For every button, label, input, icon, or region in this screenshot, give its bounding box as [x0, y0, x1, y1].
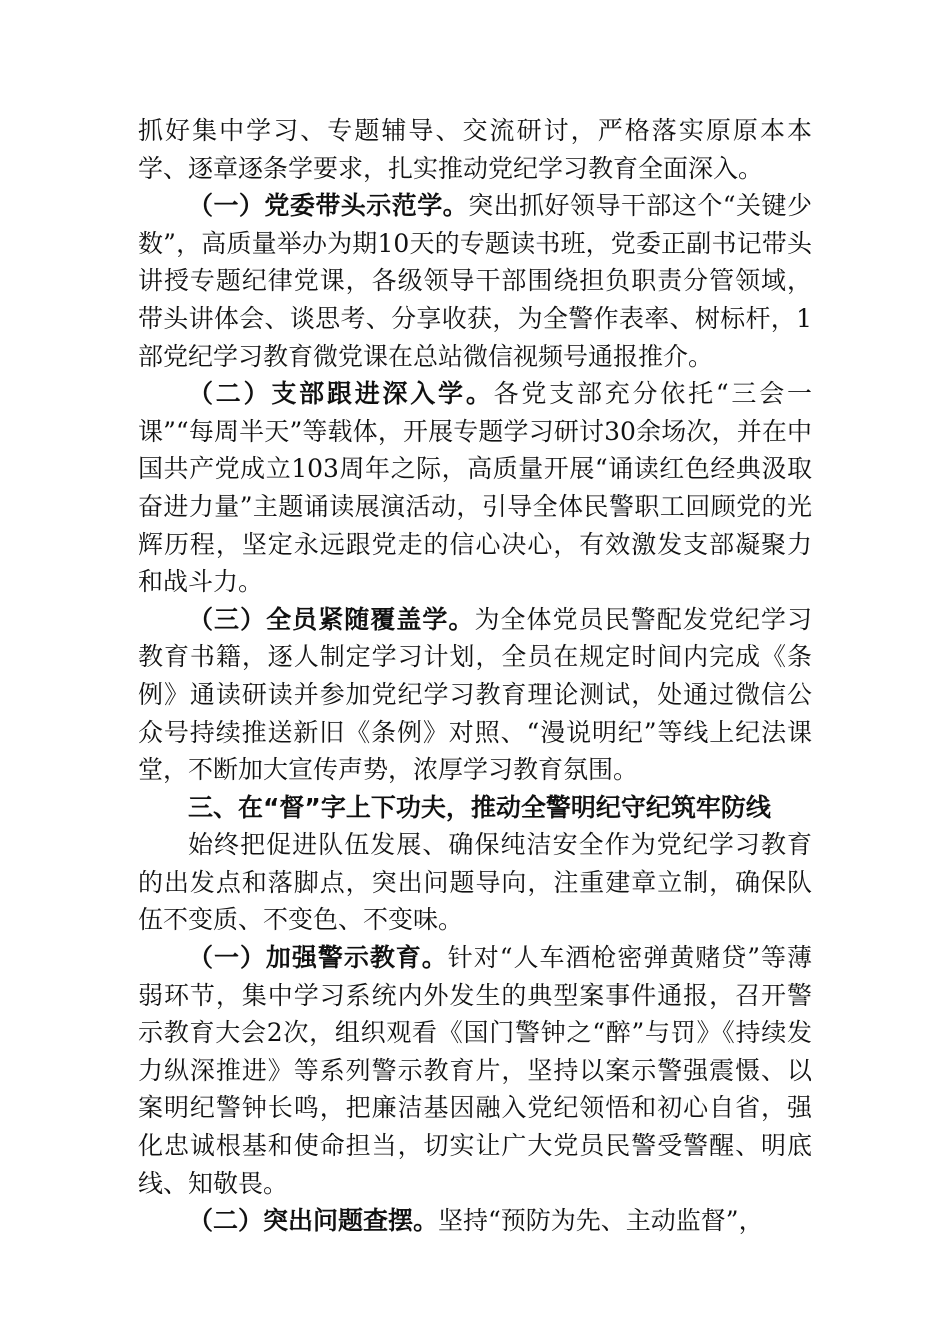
- paragraph-warning-education: [138, 939, 812, 1202]
- paragraph-text: 为全体党员民警配发党纪学习教育书籍，逐人制定学习计划，全员在规定时间内完成《条例》通读研读并参加党纪学习教育理论测试，处通过微信公众号持续推送新旧《条例》对照、“漫说明纪”等线上纪法课堂，不断加大宣传声势，浓厚学习教育氛围。: [138, 604, 812, 785]
- paragraph-lead: （一）党委带头示范学。: [188, 191, 469, 221]
- paragraph-lead: （二）突出问题查摆。: [188, 1206, 439, 1236]
- paragraph-text: 针对“人车酒枪密弹黄赌贷”等薄弱环节，集中学习系统内外发生的典型案事件通报，召开警示教育大会2次，组织观看《国门警钟之“醉”与罚》《持续发力纵深推进》等系列警示教育片，坚持以案示警强震慑、以案明纪警钟长鸣，把廉洁基因融入党纪领悟和初心自省，强化忠诚根基和使命担当，切实让广大党员民警受警醒、明底线、知敬畏。: [138, 943, 812, 1198]
- paragraph-lead: （三）全员紧随覆盖学。: [188, 604, 475, 634]
- paragraph-branch: [138, 375, 812, 601]
- paragraph-text: 抓好集中学习、专题辅导、交流研讨，严格落实原原本本学、逐章逐条学要求，扎实推动党纪学习教育全面深入。: [138, 116, 812, 183]
- paragraph-lead: （二）支部跟进深入学。: [188, 379, 494, 409]
- paragraph-lead: （一）加强警示教育。: [188, 943, 448, 973]
- paragraph-text: 坚持“预防为先、主动监督”，: [438, 1206, 764, 1236]
- paragraph-party-committee: [138, 187, 812, 375]
- paragraph-text: 始终把促进队伍发展、确保纯洁安全作为党纪学习教育的出发点和落脚点，突出问题导向，注重建章立制，确保队伍不变质、不变色、不变味。: [138, 830, 812, 935]
- paragraph-all-staff: [138, 601, 812, 789]
- paragraph-text: 突出抓好领导干部这个“关键少数”，高质量举办为期10天的专题读书班，党委正副书记带头讲授专题纪律党课，各级领导干部围绕担负职责分管领域，带头讲体会、谈思考、分享收获，为全警作表率、树标杆，1部党纪学习教育微党课在总站微信视频号通报推介。: [138, 191, 812, 371]
- paragraph-intro: [138, 826, 812, 939]
- paragraph-text: 各党支部充分依托“三会一课”“每周半天”等载体，开展专题学习研讨30余场次，并在中国共产党成立103周年之际，高质量开展“诵读红色经典汲取奋进力量”主题诵读展演活动，引导全体民警职工回顾党的光辉历程，坚定永远跟党走的信心决心，有效激发支部凝聚力和战斗力。: [138, 379, 812, 597]
- section-heading: 三、在“督”字上下功夫，推动全警明纪守纪筑牢防线: [188, 792, 771, 822]
- paragraph-problem-check: [138, 1202, 812, 1240]
- paragraph-continuation: [138, 112, 812, 187]
